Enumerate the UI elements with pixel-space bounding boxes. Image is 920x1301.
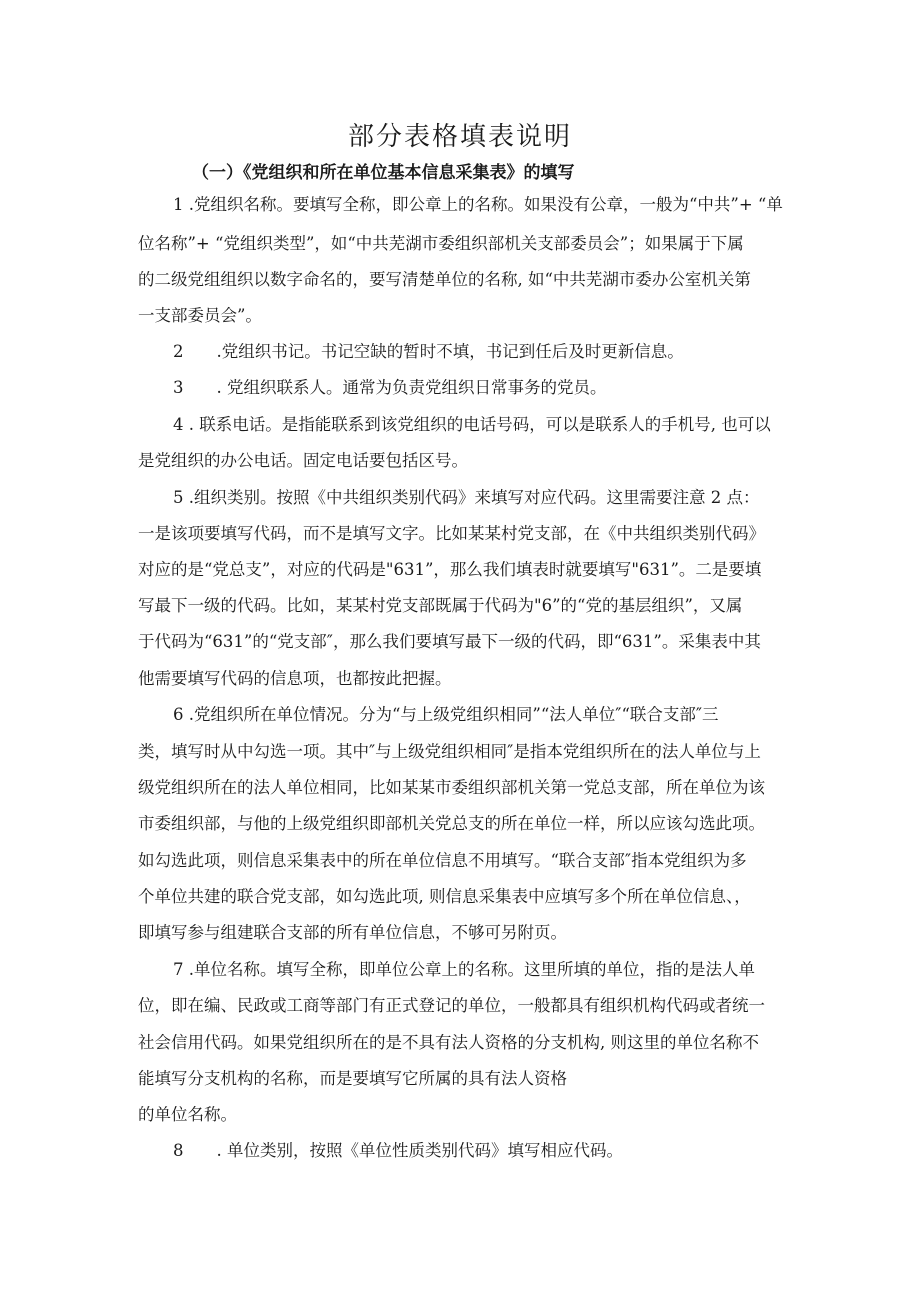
section-heading: （一）《党组织和所在单位基本信息采集表》的填写 [192, 163, 575, 183]
text-line: 如勾选此项，则信息采集表中的所在单位信息不用填写。“联合支部″指本党组织为多 [138, 851, 747, 870]
text-line: 6 .党组织所在单位情况。分为“与上级党组织相同”“法人单位″“联合支部″三 [173, 705, 719, 724]
text-line: 级党组织所在的法人单位相同，比如某某市委组织部机关第一党总支部，所在单位为该 [138, 778, 765, 797]
text-line: 于代码为“631”的“党支部″，那么我们要填写最下一级的代码，即“631”。采集表中其 [138, 632, 761, 651]
text-line: 个单位共建的联合党支部，如勾选此项, 则信息采集表中应填写多个所在单位信息、， [138, 887, 751, 906]
text-line: 社会信用代码。如果党组织所在的是不具有法人资格的分支机构, 则这里的单位名称不 [138, 1033, 759, 1052]
text-line: 的二级党组组织以数字命名的，要写清楚单位的名称, 如“中共芜湖市委办公室机关第 [138, 270, 751, 289]
text-line: 5 .组织类别。按照《中共组织类别代码》来填写对应代码。这里需要注意 2 点： [173, 488, 760, 507]
text-line: 一是该项要填写代码，而不是填写文字。比如某某村党支部，在《中共组织类别代码》 [138, 524, 765, 543]
text-line: 2 .党组织书记。书记空缺的暂时不填，书记到任后及时更新信息。 [173, 342, 684, 361]
text-line: 7 .单位名称。填写全称，即单位公章上的名称。这里所填的单位，指的是法人单 [173, 960, 755, 979]
text-line: 一支部委员会”。 [138, 306, 262, 325]
text-line: 3 . 党组织联系人。通常为负责党组织日常事务的党员。 [173, 378, 607, 397]
text-line: 能填写分支机构的名称，而是要填写它所属的具有法人资格 [138, 1069, 567, 1088]
text-line: 位，即在编、民政或工商等部门有正式登记的单位，一般都具有组织机构代码或者统一 [138, 996, 765, 1015]
text-line: 是党组织的办公电话。固定电话要包括区号。 [138, 451, 468, 470]
text-line: 市委组织部，与他的上级党组织即部机关党总支的所在单位一样，所以应该勾选此项。 [138, 814, 765, 833]
text-line: 4 . 联系电话。是指能联系到该党组织的电话号码，可以是联系人的手机号, 也可以 [173, 415, 771, 434]
page-title: 部分表格填表说明 [347, 122, 572, 152]
text-line: 写最下一级的代码。比如，某某村党支部既属于代码为"6”的“党的基层组织”，又属 [138, 596, 743, 615]
text-line: 对应的是“党总支”，对应的代码是"631”，那么我们填表时就要填写"631”。二是要填 [138, 560, 762, 579]
text-line: 8 . 单位类别，按照《单位性质类别代码》填写相应代码。 [173, 1141, 623, 1160]
text-line: 的单位名称。 [138, 1105, 237, 1124]
text-line: 1 .党组织名称。要填写全称，即公章上的名称。如果没有公章，一般为“中共”+ “单 [173, 195, 783, 214]
text-line: 他需要填写代码的信息项，也都按此把握。 [138, 669, 452, 688]
text-line: 类，填写时从中勾选一项。其中″与上级党组织相同″是指本党组织所在的法人单位与上 [138, 742, 761, 761]
text-line: 位名称”+ “党组织类型”，如“中共芜湖市委组织部机关支部委员会”；如果属于下属 [138, 234, 744, 253]
text-line: 即填写参与组建联合支部的所有单位信息，不够可另附页。 [138, 923, 567, 942]
